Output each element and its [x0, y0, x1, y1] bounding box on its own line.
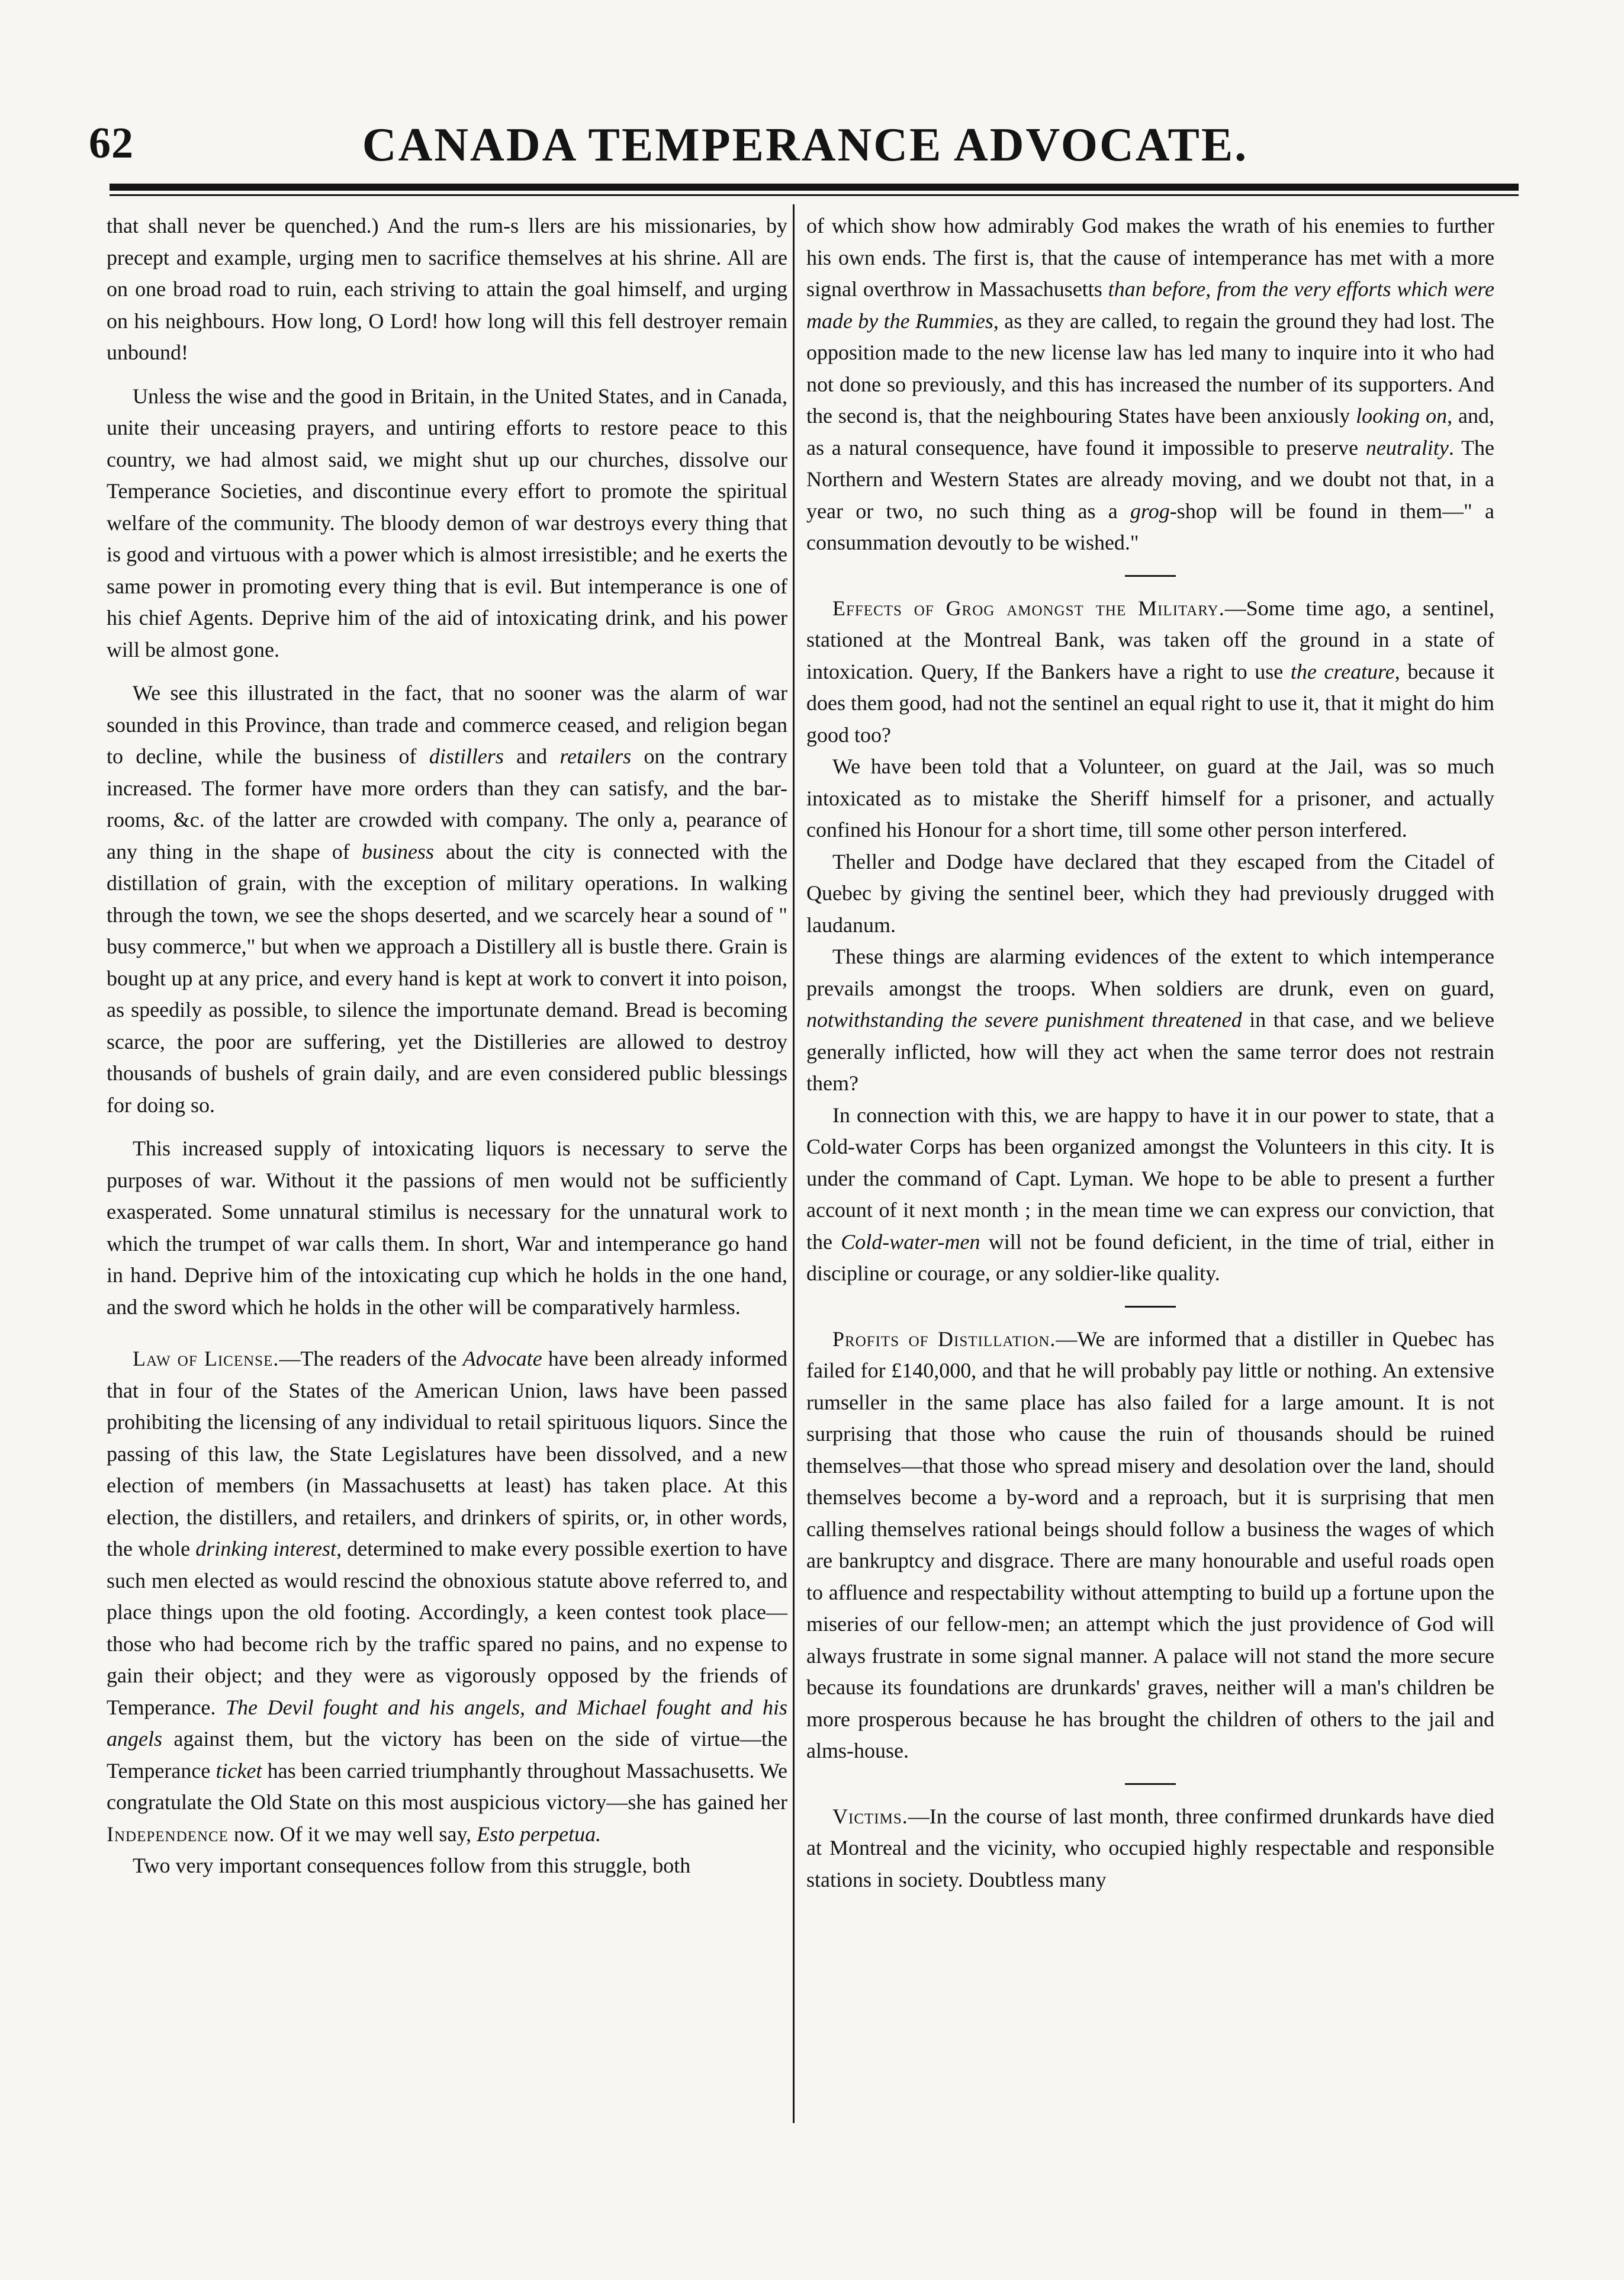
paragraph: This increased supply of intoxicating liquors is necessary to serve the purposes of war. Without it the passions of men would not be sufficiently exasperated. Some unnatural stimilus is necessary for the unnatural work to which the trumpet of war calls them. In short, War and intemperance go hand in hand. Deprive him of the intoxicating cup which he holds in the one hand, and the sword which he holds in the other will be comparatively harmless. — [107, 1136, 787, 1319]
paragraph: that shall never be quenched.) And the rum-s llers are his missionaries, by precept and example, urging men to sacrifice themselves at his shrine. All are on one broad road to ruin, each striving to attain the goal himself, and urging on his neighbours. How long, O Lord! how long will this fell destroyer remain unbound! — [107, 214, 787, 364]
page-title: CANADA TEMPERANCE ADVOCATE. — [362, 119, 1249, 171]
article-heading: Effects of Grog amongst the Military. — [832, 596, 1225, 620]
article-victims: Victims.—In the course of last month, three confirmed drunkards have died at Montreal and the vicinity, who occupied highly respectable and responsible stations in society. Doubtless many — [806, 1804, 1494, 1892]
article-effects-of-grog: Effects of Grog amongst the Military.—Some time ago, a sentinel, stationed at the Montreal Bank, was taken off the ground in a state of intoxication. Query, If the Bankers have a right to use the creature, because it does them good, had not the sentinel an equal right to use it, that it might do him good too? — [806, 596, 1495, 747]
page-number: 62 — [89, 119, 134, 168]
paragraph: Theller and Dodge have declared that they escaped from the Citadel of Quebec by giving the sentinel beer, which they had previously drugged with laudanum. — [806, 849, 1494, 937]
section-separator — [1125, 1783, 1176, 1785]
header-rule-thick — [110, 184, 1519, 191]
paragraph: We have been told that a Volunteer, on guard at the Jail, was so much intoxicated as to mistake the Sheriff himself for a prisoner, and actually confined his Honour for a short time, till some other person interfered. — [806, 754, 1494, 842]
article-heading: Law of License. — [133, 1347, 279, 1370]
header-rule-thin — [110, 194, 1519, 196]
article-heading: Profits of Distillation. — [832, 1327, 1056, 1351]
article-profits-of-distillation: Profits of Distillation.—We are informed that a distiller in Quebec has failed for £140,000, and that he will probably pay little or nothing. An extensive rumseller in the same place has also failed for a large amount. It is not surprising that those who cause the ruin of thousands should be ruined themselves—that those who spread misery and desolation over the land, should themselves become a by-word and a reproach, but it is surprising that men calling themselves rational beings should follow a business the wages of which are bankruptcy and disgrace. There are many honourable and useful roads open to affluence and respectability without attempting to build up a fortune upon the miseries of our fellow-men; an attempt which the just providence of God will always frustrate in some signal manner. A palace will not stand the more secure because its foundations are drunkards' graves, neither will a man's children be more prosperous because he has brought the children of others to the jail and alms-house. — [806, 1327, 1494, 1762]
section-separator — [1125, 1306, 1176, 1308]
page-header — [89, 118, 1522, 178]
paragraph: We see this illustrated in the fact, that no sooner was the alarm of war sounded in this Province, than trade and commerce ceased, and religion began to decline, while the business of distillers and retailers on the contrary increased. The former have more orders than they can satisfy, and the bar-rooms, &c. of the latter are crowded with company. The only a, pearance of any thing in the shape of business about the city is connected with the distillation of grain, with the exception of military operations. In walking through the town, we see the shops deserted, and we scarcely hear a sound of " busy commerce," but when we approach a Distillery all is bustle there. Grain is bought up at any price, and every hand is kept at work to convert it into poison, as speedily as possible, to silence the importunate demand. Bread is becoming scarce, the poor are suffering, yet the Distilleries are allowed to destroy thousands of bushels of grain daily, and are even considered public blessings for doing so. — [107, 681, 787, 1117]
paragraph: Two very important consequences follow from this struggle, both — [133, 1854, 691, 1877]
article-law-of-license: Law of License.—The readers of the Advocate have been already informed that in four of the States of the American Union, laws have been passed prohibiting the licensing of any individual to retail spirituous liquors. Since the passing of this law, the State Legislatures have been dissolved, and a new election of members (in Massachusetts at least) has taken place. At this election, the distillers, and retailers, and drinkers of spirits, or, in other words, the whole drinking interest, determined to make every possible exertion to have such men elected as would rescind the obnoxious statute above referred to, and place things upon the old footing. Accordingly, a keen contest took place—those who had become rich by the traffic spared no pains, and no expense to gain their object; and they were as vigorously opposed by the friends of Temperance. The Devil fought and his angels, and Michael fought and his angels against them, but the victory has been on the side of virtue—the Temperance ticket has been carried triumphantly throughout Massachusetts. We congratulate the Old State on this most auspicious victory—she has gained her Independence now. Of it we may well say, Esto perpetua. — [107, 1347, 788, 1846]
paragraph: of which show how admirably God makes the wrath of his enemies to further his own ends. The first is, that the cause of intemperance has met with a more signal overthrow in Massachusetts than before, from the very efforts which were made by the Rummies, as they are called, to regain the ground they had lost. The opposition made to the new license law has led many to inquire into it who had not done so previously, and this has increased the number of its supporters. And the second is, that the neighbouring States have been anxiously looking on, and, as a natural consequence, have found it impossible to preserve neutrality. The Northern and Western States are already moving, and we doubt not that, in a year or two, no such thing as a grog-shop will be found in them—" a consummation devoutly to be wished." — [806, 214, 1495, 554]
column-divider — [793, 204, 795, 2123]
paragraph: Unless the wise and the good in Britain, in the United States, and in Canada, unite their unceasing prayers, and untiring efforts to restore peace to this country, we had almost said, we might shut up our churches, dissolve our Temperance Societies, and discontinue every effort to promote the spiritual welfare of the community. The bloody demon of war destroys every thing that is good and virtuous with a power which is almost irresistible; and he exerts the same power in promoting every thing that is evil. But intemperance is one of his chief Agents. Deprive him of the aid of intoxicating drink, and his power will be almost gone. — [107, 384, 787, 661]
section-separator — [1125, 575, 1176, 577]
paragraph: These things are alarming evidences of the extent to which intemperance prevails amongst the troops. When soldiers are drunk, even on guard, notwithstanding the severe punishment threatened in that case, and we believe generally inflicted, how will they act when the same terror does not restrain them? — [806, 945, 1495, 1095]
left-column — [107, 210, 787, 1882]
paragraph: In connection with this, we are happy to have it in our power to state, that a Cold-water Corps has been organized amongst the Volunteers in this city. It is under the command of Capt. Lyman. We hope to be able to present a further account of it next month ; in the mean time we can express our conviction, that the Cold-water-men will not be found deficient, in the time of trial, either in discipline or courage, or any soldier-like quality. — [806, 1103, 1495, 1285]
article-heading: Victims. — [832, 1804, 908, 1828]
right-column — [806, 210, 1494, 1896]
